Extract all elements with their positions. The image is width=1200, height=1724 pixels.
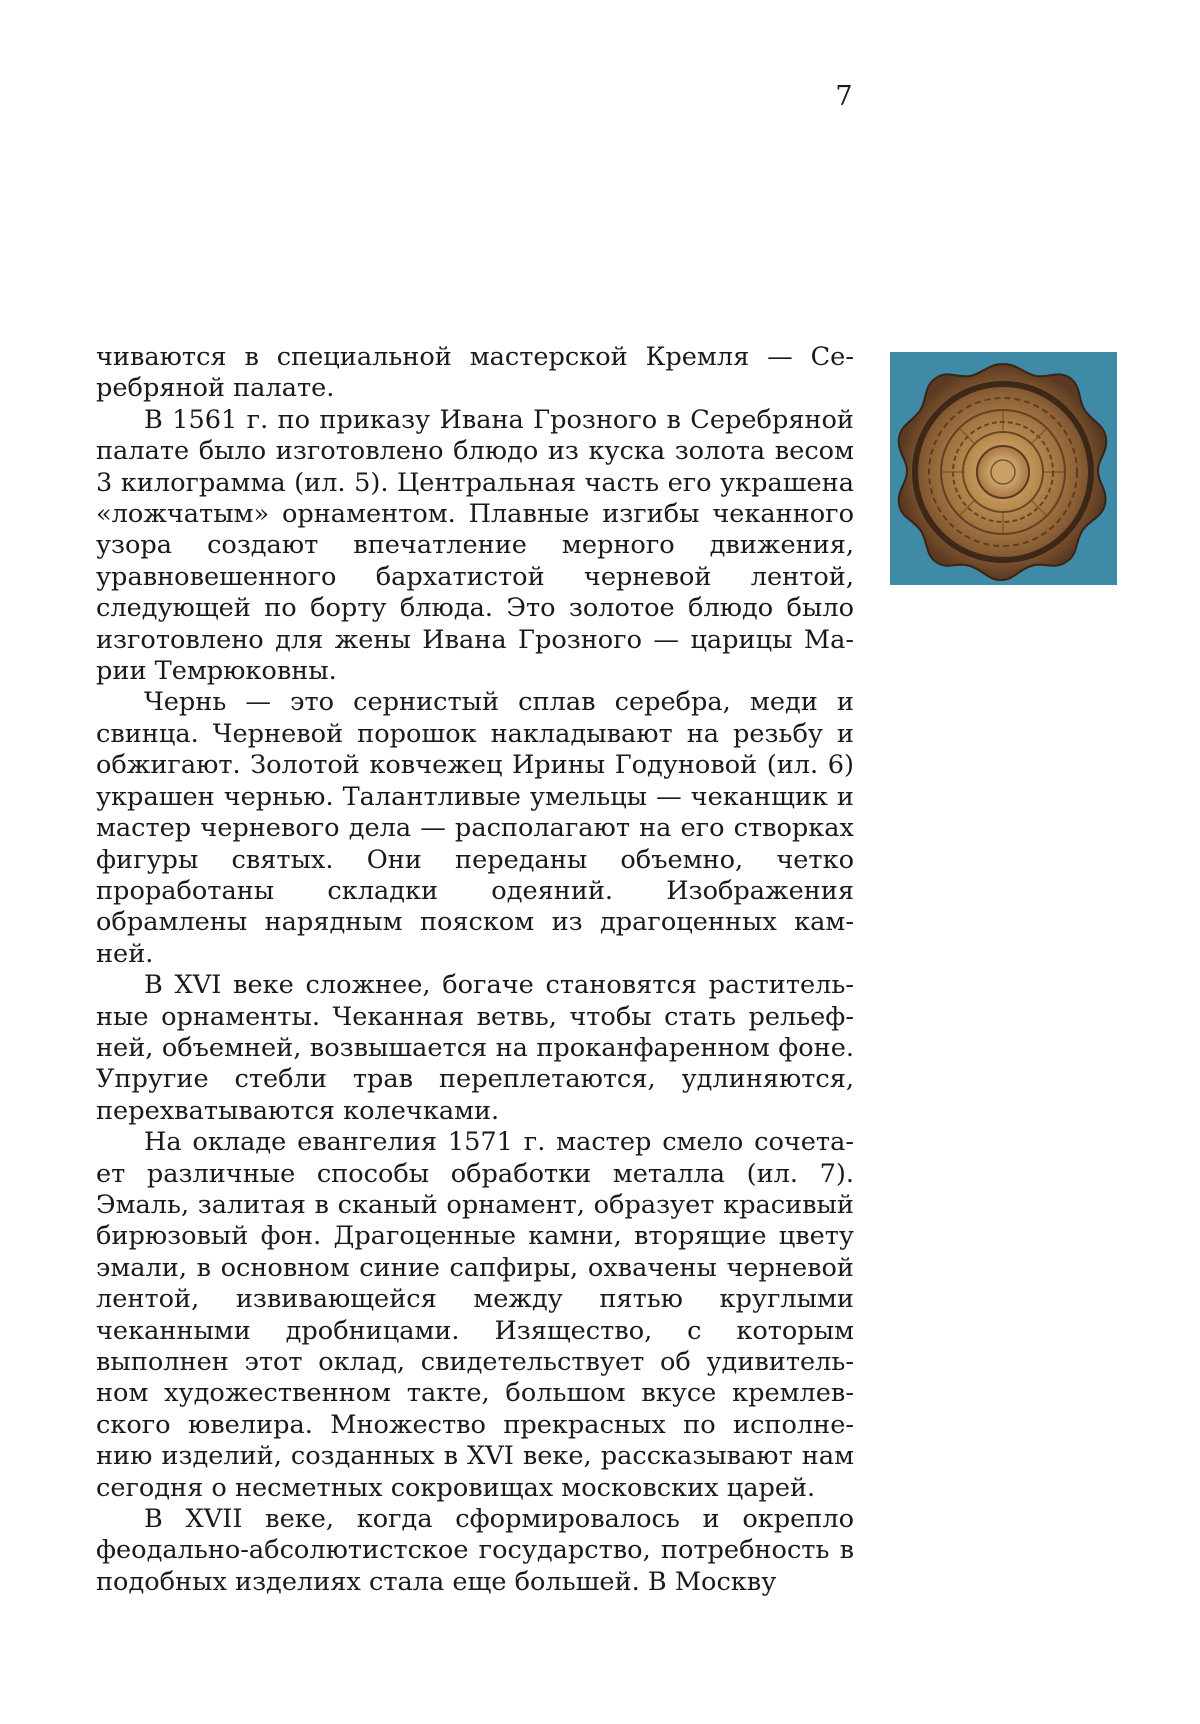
- paragraph: В 1561 г. по приказу Ивана Грозного в Серебря­ной палате было изготовлено блюдо из куска золота весом 3 килограмма (ил. 5). Центральная часть его украшена «ложчатым» орнаментом. Плавные изгибы чеканного узора создают впечатление мерного движе­ния, уравновешенного бархатистой черневой лентой, следующей по борту блюда. Это золотое блюдо было изготовлено для жены Ивана Грозного — царицы Ма­рии Темрюковны.: [96, 405, 854, 688]
- paragraph: В XVI веке сложнее, богаче становятся раститель­ные орнаменты. Чеканная ветвь, чтобы стать рельеф­ней, объемней, возвышается на проканфаренном фо­не. Упругие стебли трав переплетаются, удлиняются, перехватываются колечками.: [96, 970, 854, 1127]
- body-text: [96, 342, 854, 1598]
- paragraph: чиваются в специальной мастерской Кремля — Се­ребряной палате.: [96, 342, 854, 405]
- dish-boss: [991, 460, 1015, 484]
- paragraph: Чернь — это сернистый сплав серебра, меди и свинца. Черневой порошок накладывают на резьбу и обжигают. Золотой ковчежец Ирины Годуновой (ил. 6) украшен чернью. Талантливые умельцы — че­канщик и мастер черневого дела — располагают на его створках фигуры святых. Они переданы объемно, четко проработаны складки одеяний. Изображения обрамлены нарядным пояском из драгоценных кам­ней.: [96, 687, 854, 970]
- paragraph: В XVII веке, когда сформировалось и окрепло феодально-абсолютистское государство, потребность в подобных изделиях стала еще большей. В Москву: [96, 1504, 854, 1598]
- gold-dish-image: [890, 352, 1117, 585]
- gold-dish-illustration: [890, 352, 1117, 585]
- page-number: 7: [826, 82, 862, 112]
- paragraph: На окладе евангелия 1571 г. мастер смело сочета­ет различные способы обработки металла (ил. 7). Эмаль, залитая в сканый орнамент, образует краси­вый бирюзовый фон. Драгоценные камни, вторящие цвету эмали, в основном синие сапфиры, охвачены черневой лентой, извивающейся между пятью круг­лыми чеканными дробницами. Изящество, с которым выполнен этот оклад, свидетельствует об удивитель­ном художественном такте, большом вкусе кремлев­ского ювелира. Множество прекрасных по исполне­нию изделий, созданных в XVI веке, рассказывают нам сегодня о несметных сокровищах московских царей.: [96, 1127, 854, 1504]
